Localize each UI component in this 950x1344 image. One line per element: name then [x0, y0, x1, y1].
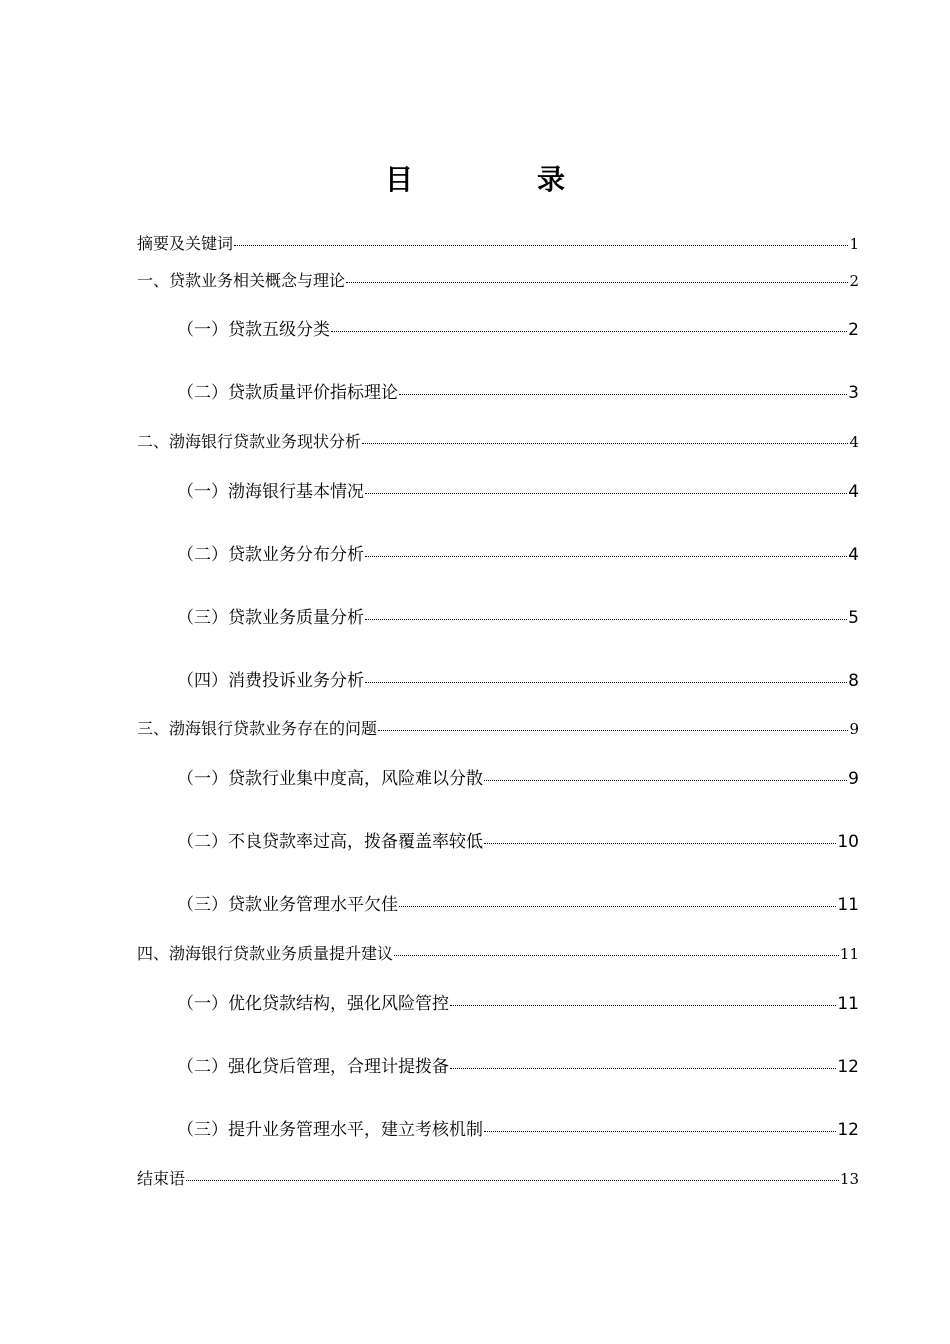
toc-entry-label: （一）优化贷款结构，强化风险管控 — [177, 994, 449, 1014]
toc-entry[interactable] — [177, 603, 859, 628]
toc-entry-label: 结束语 — [137, 1169, 186, 1188]
toc-entry-page: 2 — [849, 272, 859, 290]
toc-entry[interactable] — [137, 268, 859, 291]
toc-entry[interactable] — [177, 989, 859, 1014]
toc-leader-dots — [186, 1179, 839, 1181]
toc-entry-page: 12 — [837, 1057, 859, 1077]
toc-entry[interactable] — [177, 890, 859, 915]
toc-entry-page: 11 — [839, 945, 859, 963]
toc-entry[interactable] — [177, 315, 859, 340]
toc-entry[interactable] — [137, 231, 859, 254]
toc-leader-dots — [399, 905, 836, 907]
toc-entry-page: 4 — [848, 482, 859, 502]
toc-entry-page: 11 — [837, 895, 859, 915]
toc-leader-dots — [365, 618, 847, 620]
toc-leader-dots — [394, 954, 839, 956]
toc-leader-dots — [378, 729, 848, 731]
toc-entry-page: 5 — [848, 608, 859, 628]
toc-entry-page: 3 — [848, 383, 859, 403]
toc-entry-page: 8 — [848, 671, 859, 691]
toc-entry-label: （一）贷款五级分类 — [177, 320, 330, 340]
toc-entry-label: （二）贷款业务分布分析 — [177, 545, 364, 565]
toc-entry-page: 1 — [849, 235, 859, 253]
toc-entry-page: 12 — [837, 1120, 859, 1140]
toc-entry-page: 2 — [848, 320, 859, 340]
toc-leader-dots — [346, 281, 848, 283]
toc-leader-dots — [484, 842, 836, 844]
page-title: 目 录 — [384, 163, 613, 196]
toc-entry-label: （一）渤海银行基本情况 — [177, 482, 364, 502]
toc-entry[interactable] — [177, 666, 859, 691]
toc-entry[interactable] — [177, 764, 859, 789]
toc-entry-label: （一）贷款行业集中度高，风险难以分散 — [177, 769, 483, 789]
toc-entry[interactable] — [177, 378, 859, 403]
toc-entry[interactable] — [137, 429, 859, 452]
toc-entry[interactable] — [177, 827, 859, 852]
toc-entry-label: 三、渤海银行贷款业务存在的问题 — [137, 719, 378, 738]
toc-leader-dots — [362, 442, 848, 444]
toc-entry[interactable] — [137, 941, 859, 964]
toc-entry-page: 11 — [837, 994, 859, 1014]
toc-entry-label: 二、渤海银行贷款业务现状分析 — [137, 432, 362, 451]
toc-leader-dots — [450, 1004, 836, 1006]
toc-entry[interactable] — [177, 1052, 859, 1077]
toc-leader-dots — [331, 330, 847, 332]
toc-leader-dots — [365, 681, 847, 683]
toc-entry[interactable] — [137, 716, 859, 739]
toc-entry-label: （二）贷款质量评价指标理论 — [177, 383, 398, 403]
toc-entry-page: 9 — [848, 769, 859, 789]
toc-leader-dots — [484, 779, 847, 781]
toc-entry-label: （三）贷款业务管理水平欠佳 — [177, 895, 398, 915]
toc-leader-dots — [234, 244, 848, 246]
toc-leader-dots — [484, 1130, 836, 1132]
toc-entry-label: 摘要及关键词 — [137, 234, 234, 253]
toc-entry-label: （三）贷款业务质量分析 — [177, 608, 364, 628]
toc-leader-dots — [365, 492, 847, 494]
toc-leader-dots — [399, 393, 847, 395]
toc-entry-page: 10 — [837, 832, 859, 852]
toc-leader-dots — [450, 1067, 836, 1069]
toc-entry[interactable] — [177, 1115, 859, 1140]
toc-entry[interactable] — [137, 1166, 859, 1189]
toc-entry-label: （三）提升业务管理水平，建立考核机制 — [177, 1120, 483, 1140]
toc-entry-page: 9 — [849, 720, 859, 738]
toc-entry-label: 四、渤海银行贷款业务质量提升建议 — [137, 944, 394, 963]
toc-entry-label: 一、贷款业务相关概念与理论 — [137, 271, 346, 290]
toc-entry-label: （二）强化贷后管理，合理计提拨备 — [177, 1057, 449, 1077]
toc-entry-label: （二）不良贷款率过高，拨备覆盖率较低 — [177, 832, 483, 852]
toc-entry-page: 4 — [848, 545, 859, 565]
toc-entry-page: 4 — [849, 433, 859, 451]
toc-entry[interactable] — [177, 540, 859, 565]
toc-entry-page: 13 — [839, 1170, 859, 1188]
toc-leader-dots — [365, 555, 847, 557]
toc-entry[interactable] — [177, 477, 859, 502]
toc-entry-label: （四）消费投诉业务分析 — [177, 671, 364, 691]
